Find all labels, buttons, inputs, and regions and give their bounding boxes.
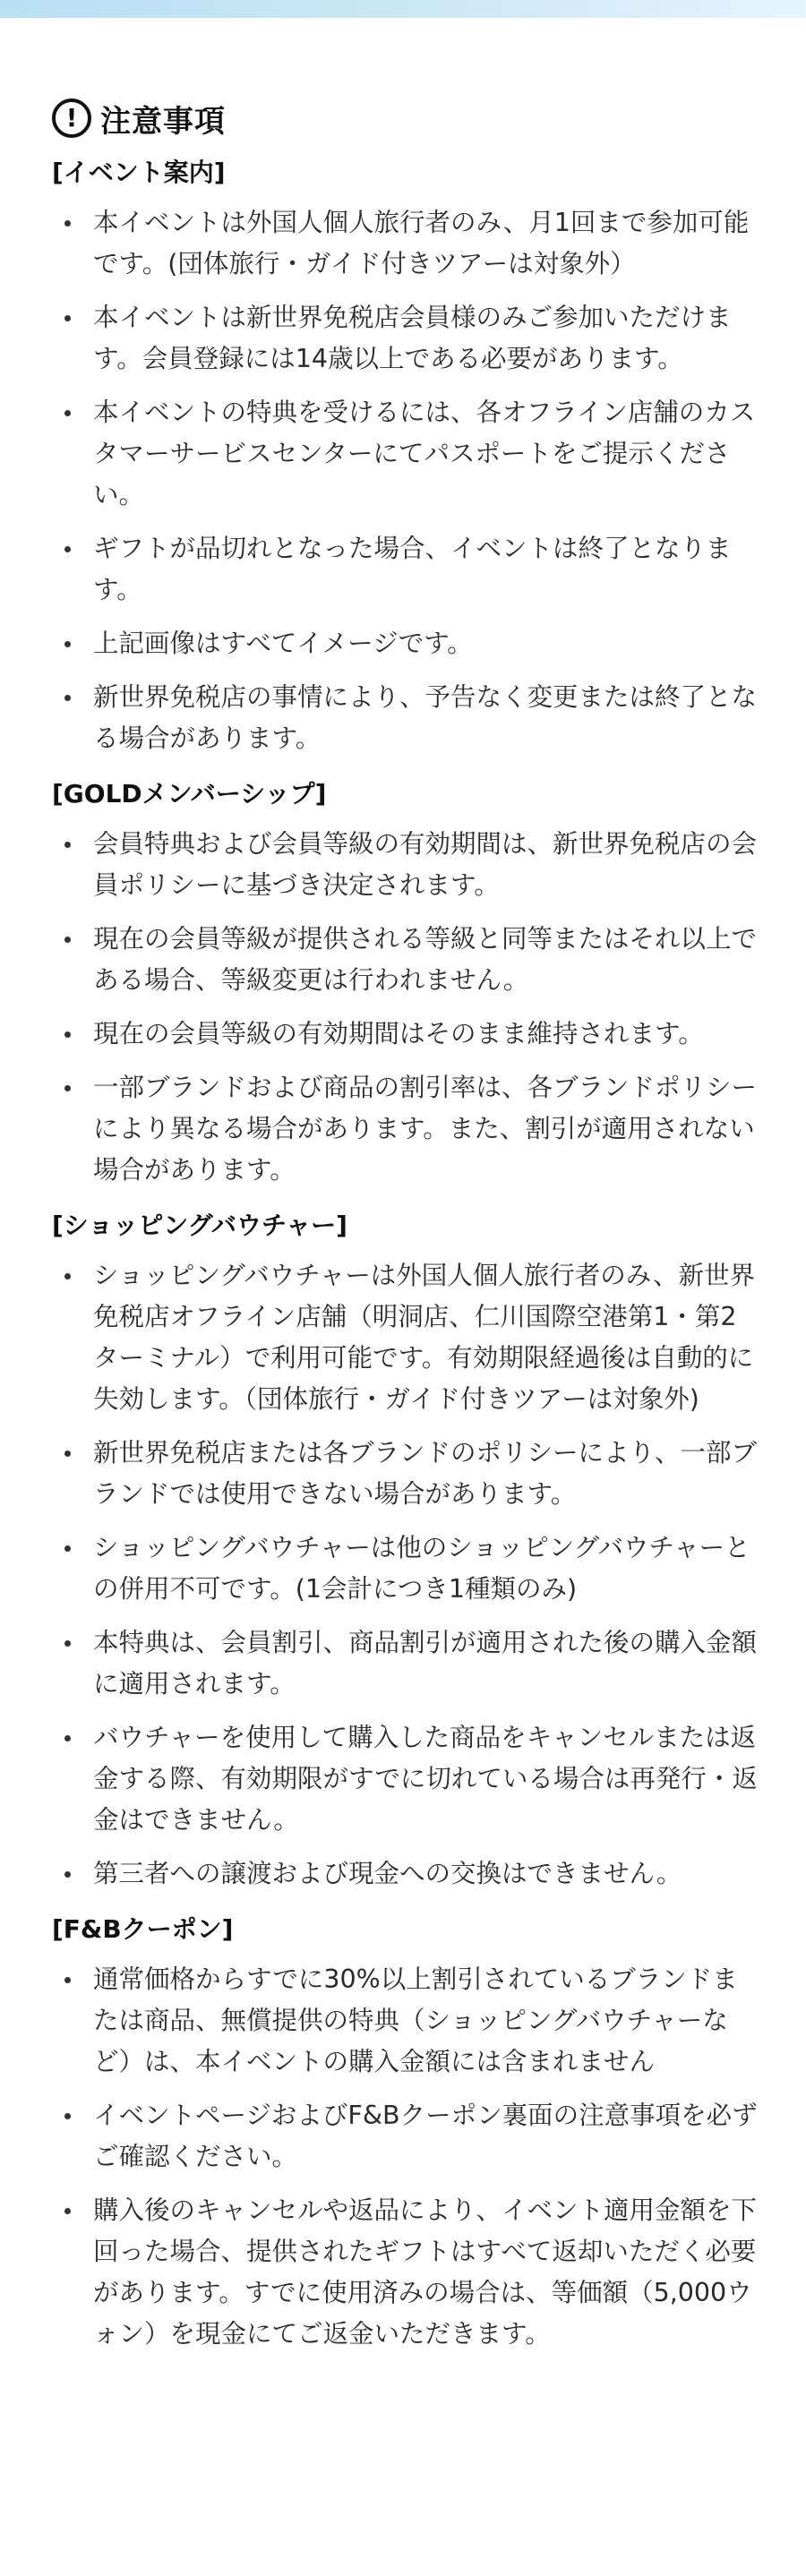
exclamation-circle-icon: ! [52, 98, 91, 138]
notice-panel [52, 93, 759, 2367]
notice-list [52, 1255, 759, 1895]
list-item: 本特典は、会員割引、商品割引が適用された後の購入金額に適用されます。 [52, 1622, 759, 1705]
list-item: ショッピングバウチャーは外国人個人旅行者のみ、新世界免税店オフライン店舗（明洞店、仁川国際空港第1・第2ターミナル）で利用可能です。有効期限経過後は自動的に失効します。（団体旅行・ガイド付きツアーは対象外) [52, 1255, 759, 1420]
section-title: [ショッピングバウチャー] [52, 1211, 347, 1240]
notice-title: 注意事項 [100, 103, 226, 140]
section-event-info [52, 150, 759, 759]
list-item: 新世界免税店の事情により、予告なく変更または終了となる場合があります。 [52, 677, 759, 759]
section-shopping-voucher [52, 1203, 759, 1895]
notice-list [52, 1959, 759, 2355]
section-title: [F&Bクーポン] [52, 1914, 234, 1944]
notice-list [52, 202, 759, 759]
section-fnb-coupon [52, 1907, 759, 2355]
list-item: 現在の会員等級の有効期間はそのまま維持されます。 [52, 1014, 759, 1055]
list-item: ギフトが品切れとなった場合、イベントは終了となります。 [52, 528, 759, 611]
list-item: ショッピングバウチャーは他のショッピングバウチャーとの併用不可です。(1会計につき1種類のみ) [52, 1528, 759, 1610]
list-item: 購入後のキャンセルや返品により、イベント適用金額を下回った場合、提供されたギフトはすべて返却いただく必要があります。すでに使用済みの場合は、等価額（5,000ウォン）を現金にてご返金いただきます。 [52, 2190, 759, 2355]
list-item: 第三者への譲渡および現金への交換はできません。 [52, 1853, 759, 1895]
list-item: 本イベントは外国人個人旅行者のみ、月1回まで参加可能です。(団体旅行・ガイド付きツアーは対象外） [52, 202, 759, 285]
list-item: 新世界免税店または各ブランドのポリシーにより、一部ブランドでは使用できない場合があります。 [52, 1433, 759, 1515]
list-item: バウチャーを使用して購入した商品をキャンセルまたは返金する際、有効期限がすでに切れている場合は再発行・返金はできません。 [52, 1717, 759, 1841]
section-title: [イベント案内] [52, 158, 226, 187]
list-item: 現在の会員等級が提供される等級と同等またはそれ以上である場合、等級変更は行われません。 [52, 919, 759, 1001]
list-item: 通常価格からすでに30%以上割引されているブランドまたは商品、無償提供の特典（ショッピングバウチャーなど）は、本イベントの購入金額には含まれません [52, 1959, 759, 2083]
list-item: 一部ブランドおよび商品の割引率は、各ブランドポリシーにより異なる場合があります。また、割引が適用されない場合があります。 [52, 1067, 759, 1191]
section-title: [GOLDメンバーシップ] [52, 779, 327, 809]
list-item: 会員特典および会員等級の有効期間は、新世界免税店の会員ポリシーに基づき決定されます。 [52, 824, 759, 906]
list-item: 本イベントの特典を受けるには、各オフライン店舗のカスタマーサービスセンターにてパスポートをご提示ください。 [52, 392, 759, 516]
list-item: 本イベントは新世界免税店会員様のみご参加いただけます。会員登録には14歳以上である必要があります。 [52, 297, 759, 380]
list-item: イベントページおよびF&Bクーポン裏面の注意事項を必ずご確認ください。 [52, 2095, 759, 2178]
notice-header [52, 93, 759, 143]
top-banner-strip [0, 0, 806, 18]
notice-list [52, 824, 759, 1191]
list-item: 上記画像はすべてイメージです。 [52, 623, 759, 664]
section-gold-membership [52, 772, 759, 1191]
